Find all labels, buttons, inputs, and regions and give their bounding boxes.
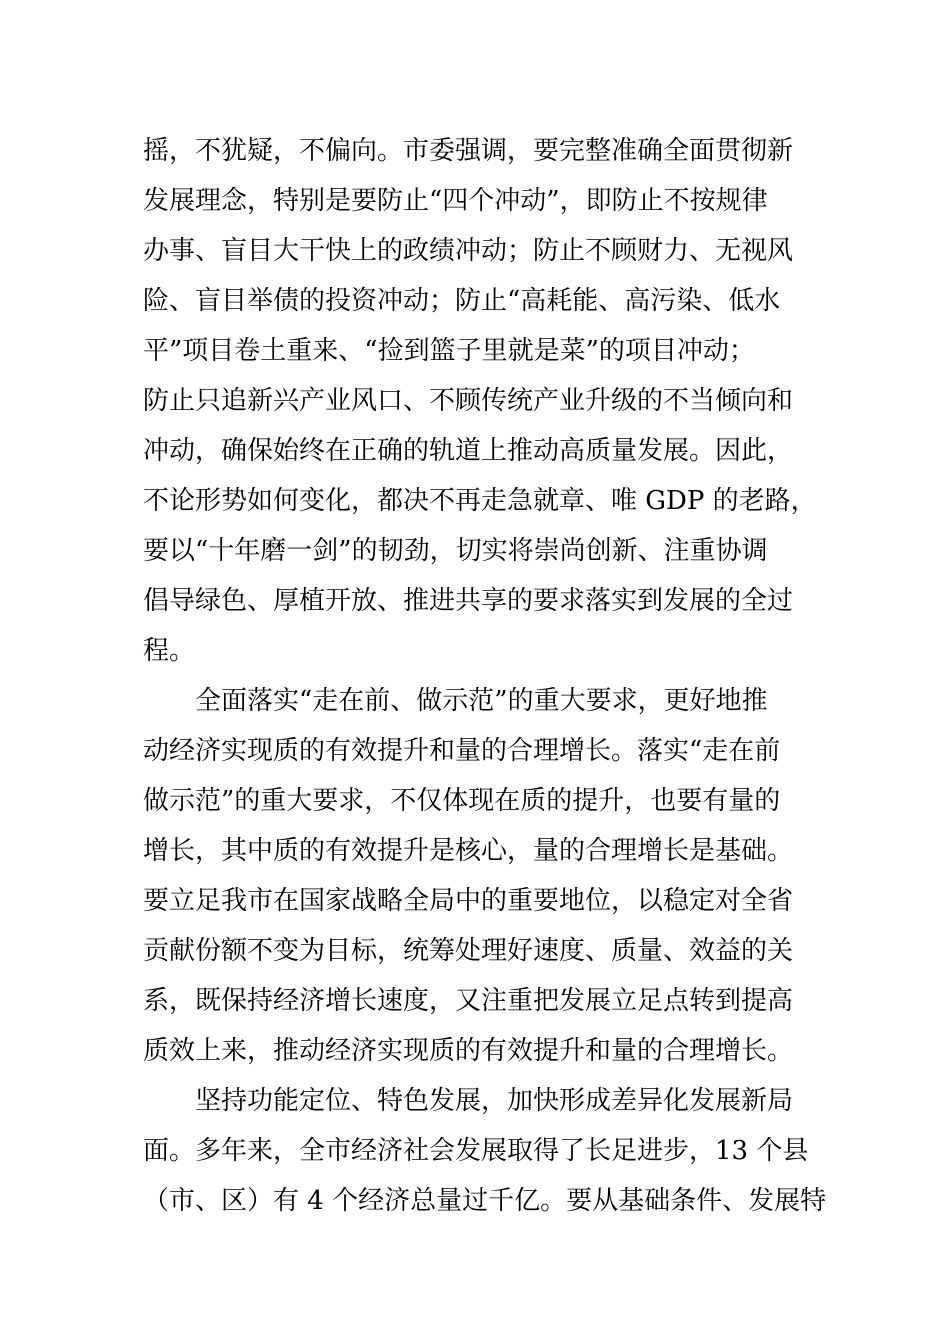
- text-line: 发展理念，特别是要防止“四个冲动”，即防止不按规律: [143, 186, 768, 216]
- text-line: 程。: [143, 636, 196, 666]
- text-line: 防止只追新兴产业风口、不顾传统产业升级的不当倾向和: [143, 386, 794, 416]
- text-line: 动经济实现质的有效提升和量的合理增长。落实“走在前: [143, 736, 781, 766]
- text-line: 冲动，确保始终在正确的轨道上推动高质量发展。因此，: [143, 436, 794, 466]
- text-line: 办事、盲目大干快上的政绩冲动；防止不顾财力、无视风: [143, 236, 794, 266]
- paragraph-first-line: 坚持功能定位、特色发展，加快形成差异化发展新局: [195, 1086, 794, 1116]
- text-line: （市、区）有 4 个经济总量过千亿。要从基础条件、发展特: [143, 1186, 827, 1216]
- text-line: 平”项目卷土重来、“捡到篮子里就是菜”的项目冲动；: [143, 336, 755, 366]
- text-line: 质效上来，推动经济实现质的有效提升和量的合理增长。: [143, 1036, 794, 1066]
- text-line: 摇，不犹疑，不偏向。市委强调，要完整准确全面贯彻新: [143, 136, 794, 166]
- text-line: 做示范”的重大要求，不仅体现在质的提升，也要有量的: [143, 786, 781, 816]
- text-line: 不论形势如何变化，都决不再走急就章、唯 GDP 的老路，: [143, 486, 817, 516]
- text-line: 要立足我市在国家战略全局中的重要地位，以稳定对全省: [143, 886, 794, 916]
- text-line: 面。多年来，全市经济社会发展取得了长足进步，13 个县: [143, 1136, 809, 1166]
- text-line: 要以“十年磨一剑”的韧劲，切实将崇尚创新、注重协调: [143, 536, 768, 566]
- text-line: 系，既保持经济增长速度，又注重把发展立足点转到提高: [143, 986, 794, 1016]
- text-line: 倡导绿色、厚植开放、推进共享的要求落实到发展的全过: [143, 586, 794, 616]
- text-line: 险、盲目举债的投资冲动；防止“高耗能、高污染、低水: [143, 286, 781, 316]
- body-text: [143, 126, 827, 1226]
- text-line: 贡献份额不变为目标，统筹处理好速度、质量、效益的关: [143, 936, 794, 966]
- paragraph-first-line: 全面落实“走在前、做示范”的重大要求，更好地推: [195, 686, 768, 716]
- text-line: 增长，其中质的有效提升是核心，量的合理增长是基础。: [143, 836, 794, 866]
